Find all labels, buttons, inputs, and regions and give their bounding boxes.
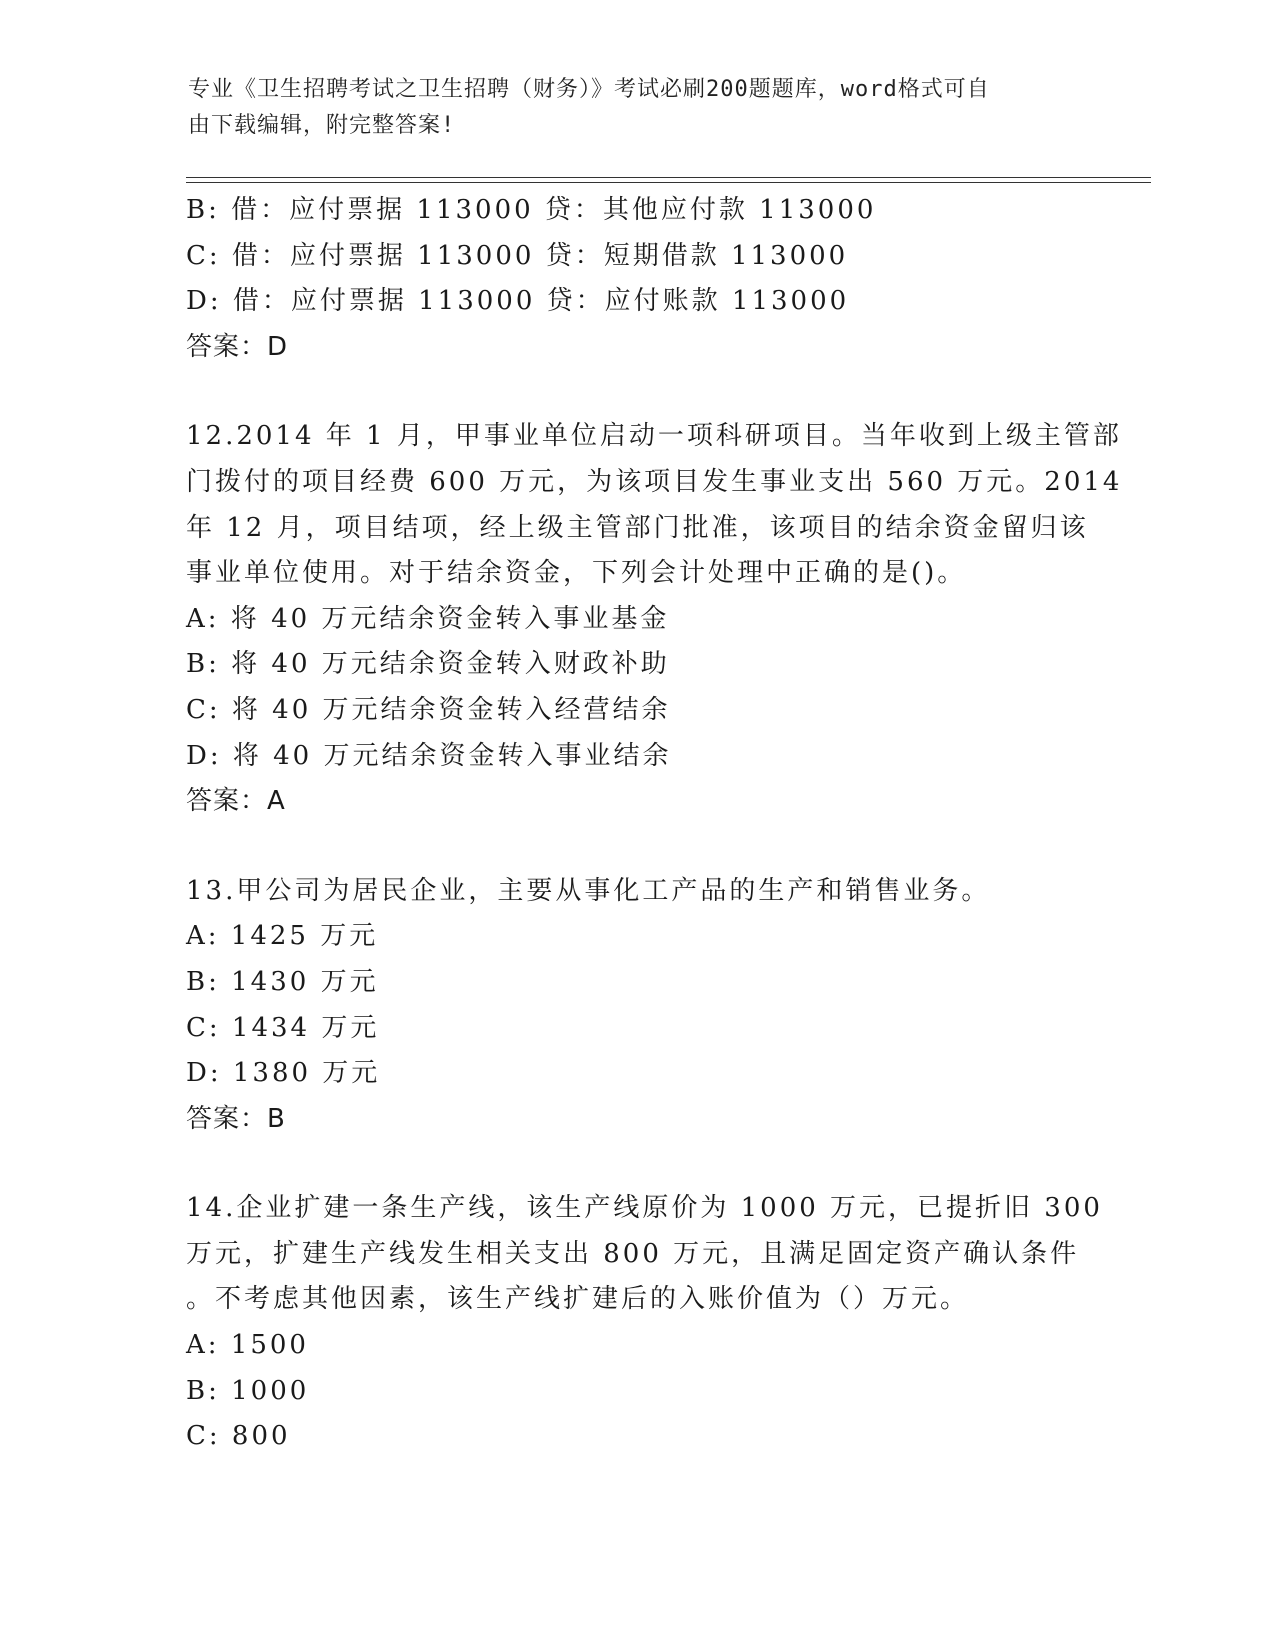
option-c: C: 将 40 万元结余资金转入经营结余 xyxy=(186,694,671,725)
option-c: C: 借：应付票据 113000 贷：短期借款 113000 xyxy=(186,240,849,271)
option-a: A: 将 40 万元结余资金转入事业基金 xyxy=(186,603,670,634)
question-11 xyxy=(186,188,1086,370)
answer: 答案：B xyxy=(186,1103,286,1134)
option-a: A: 1500 xyxy=(186,1330,309,1361)
question-text-line: 门拨付的项目经费 600 万元，为该项目发生事业支出 560 万元。2014 xyxy=(186,466,1123,497)
question-text-line: 年 12 月，项目结项，经上级主管部门批准，该项目的结余资金留归该 xyxy=(186,512,1089,543)
header-divider-bottom xyxy=(186,182,1151,183)
option-d: D: 1380 万元 xyxy=(186,1058,381,1089)
question-text-line: 13.甲公司为居民企业，主要从事化工产品的生产和销售业务。 xyxy=(186,875,991,906)
option-d: D: 将 40 万元结余资金转入事业结余 xyxy=(186,740,672,771)
header-line-1: 专业《卫生招聘考试之卫生招聘（财务）》考试必刷200题题库，word格式可自 xyxy=(188,77,990,102)
option-d: D: 借：应付票据 113000 贷：应付账款 113000 xyxy=(186,286,850,317)
question-13 xyxy=(186,869,1086,1143)
option-b: B: 将 40 万元结余资金转入财政补助 xyxy=(186,649,670,680)
option-c: C: 1434 万元 xyxy=(186,1012,380,1043)
option-c: C: 800 xyxy=(186,1421,291,1452)
header-divider-top xyxy=(186,177,1151,178)
document-body xyxy=(186,188,1123,1460)
question-text-line: 12.2014 年 1 月，甲事业单位启动一项科研项目。当年收到上级主管部 xyxy=(186,421,1122,452)
answer: 答案：A xyxy=(186,786,286,817)
option-b: B: 1430 万元 xyxy=(186,966,379,997)
header-line-2: 由下载编辑，附完整答案! xyxy=(188,113,456,138)
question-text-line: 。不考虑其他因素，该生产线扩建后的入账价值为（）万元。 xyxy=(186,1284,970,1315)
question-14 xyxy=(186,1186,1103,1460)
answer: 答案：D xyxy=(186,331,289,362)
option-b: B: 1000 xyxy=(186,1375,310,1406)
option-b: B: 借：应付票据 113000 贷：其他应付款 113000 xyxy=(186,195,877,225)
document-header xyxy=(188,72,1088,144)
question-text-line: 万元，扩建生产线发生相关支出 800 万元，且满足固定资产确认条件 xyxy=(186,1238,1080,1269)
question-text-line: 事业单位使用。对于结余资金，下列会计处理中正确的是()。 xyxy=(186,558,967,589)
option-a: A: 1425 万元 xyxy=(186,921,379,952)
question-12 xyxy=(186,414,1123,824)
question-text-line: 14.企业扩建一条生产线，该生产线原价为 1000 万元，已提折旧 300 xyxy=(186,1193,1103,1224)
